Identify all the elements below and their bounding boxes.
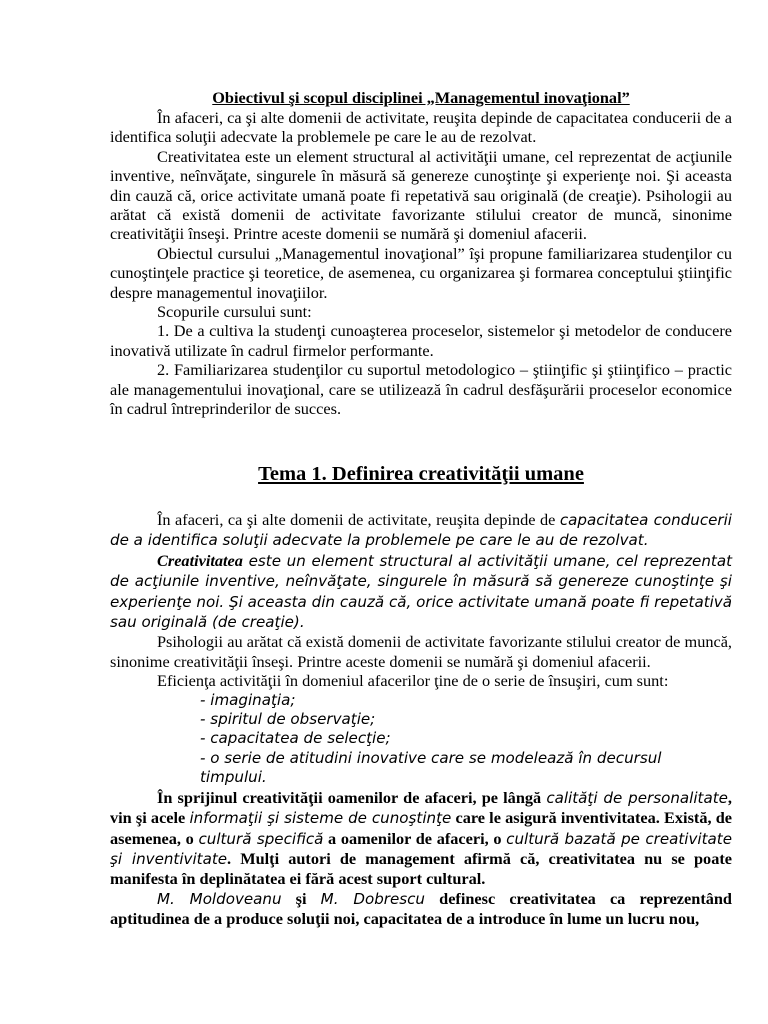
text-run: definesc creativitatea ca reprezentând aptitudinea de a produce soluţii noi, capacitatea de a introduce în lume un lucru nou, xyxy=(110,888,732,929)
list-item: - capacitatea de selecţie; xyxy=(200,729,391,748)
text-run: care le asigură inventivitatea. Există, de asemenea, o xyxy=(110,808,732,848)
author-name: M. Moldoveanu xyxy=(157,889,282,908)
list-item: - imaginaţia; xyxy=(200,690,296,709)
paragraph xyxy=(110,788,732,889)
italic-text-run: informaţii şi sisteme de cunoştinţe xyxy=(189,809,452,828)
qualities-list xyxy=(110,691,732,788)
text-run: . Mulţi autori de management afirmă că, creativitatea nu se poate manifesta în deplinătatea ei fără acest suport cultural. xyxy=(110,848,732,889)
paragraph: Scopurile cursului sunt: xyxy=(157,302,312,322)
text-run: şi xyxy=(281,888,321,908)
bold-term: Creativitatea xyxy=(157,550,243,570)
section-title-tema-1: Tema 1. Definirea creativităţii umane xyxy=(258,463,584,485)
paragraph: Psihologii au arătat că există domenii de activitate favorizante stilului creator de muncă, sinonime creativităţii înseşi. Printre aceste domenii se numără şi domeniul afacerii. xyxy=(110,632,732,671)
text-run: , vin şi acele xyxy=(110,787,732,828)
text-run: În sprijinul creativităţii oamenilor de afaceri, pe lângă xyxy=(157,787,547,807)
italic-text-run: calităţi de personalitate xyxy=(546,788,728,807)
paragraph: În afaceri, ca şi alte domenii de activitate, reuşita depinde de capacitatea conducerii de a identifica soluţii adecvate la problemele pe care le au de rezolvat. xyxy=(110,108,732,147)
section-title-objective: Obiectivul şi scopul disciplinei „Managementul inovaţional” xyxy=(212,88,630,107)
paragraph: 2. Familiarizarea studenţilor cu suportul metodologico – ştiinţific şi ştiinţifico – practic ale managementului inovaţional, care se utilizează în cadrul desfăşurării proceselor economice în cadrul întreprinderilor de succes. xyxy=(110,360,732,419)
text-run: În afaceri, ca şi alte domenii de activitate, reuşita depinde de xyxy=(157,510,560,529)
paragraph: Obiectul cursului „Managementul inovaţional” îşi propune familiarizarea studenţilor cu cunoştinţele practice şi teoretice, de asemenea, cu organizarea şi formarea conceptului ştiinţific despre managementul inovaţiilor. xyxy=(110,243,732,302)
paragraph xyxy=(110,889,732,929)
list-item: - spiritul de observaţie; xyxy=(200,710,376,729)
section-tema-1-body xyxy=(110,510,732,929)
italic-text-run: capacitatea conducerii de a identifica soluţii adecvate la problemele pe care le au de rezolvat. xyxy=(110,511,732,550)
section-objective-body xyxy=(110,108,732,419)
italic-text-run: este un element structural al activităţii umane, cel reprezentat de acţiunile inventive, neînvăţate, singurele în măsură să genereze cunoştinţe şi experienţe noi. Şi aceasta din cauză că, orice activitate umană poate fi repetativă sau originală (de creaţie). xyxy=(110,551,732,632)
paragraph: Eficienţa activităţii în domeniul afacerilor ţine de o serie de însuşiri, cum sunt: xyxy=(157,671,669,691)
paragraph: 1. De a cultiva la studenţi cunoaşterea proceselor, sistemelor şi metodelor de conducere inovativă utilizate în cadrul firmelor performante. xyxy=(110,321,732,360)
paragraph xyxy=(110,551,732,633)
italic-text-run: cultură bazată pe creativitate şi inventivitate xyxy=(110,829,732,868)
text-run: a oamenilor de afaceri, o xyxy=(323,828,507,848)
author-name: M. Dobrescu xyxy=(320,889,426,908)
list-item: - o serie de atitudini inovative care se modelează în decursul timpului. xyxy=(200,748,662,787)
paragraph: Creativitatea este un element structural al activităţii umane, cel reprezentat de acţiunile inventive, neînvăţate, singurele în măsură să genereze cunoştinţe şi experienţe noi. Şi aceasta din cauză că, orice activitate umană poate fi repetativă sau originală (de creaţie). Psihologii au arătat că există domenii de activitate favorizante stilului creator de muncă, sinonime creativităţii înseşi. Printre aceste domenii se numără şi domeniul afacerii. xyxy=(110,146,732,244)
paragraph xyxy=(110,510,732,551)
italic-text-run: cultură specifică xyxy=(198,829,324,848)
